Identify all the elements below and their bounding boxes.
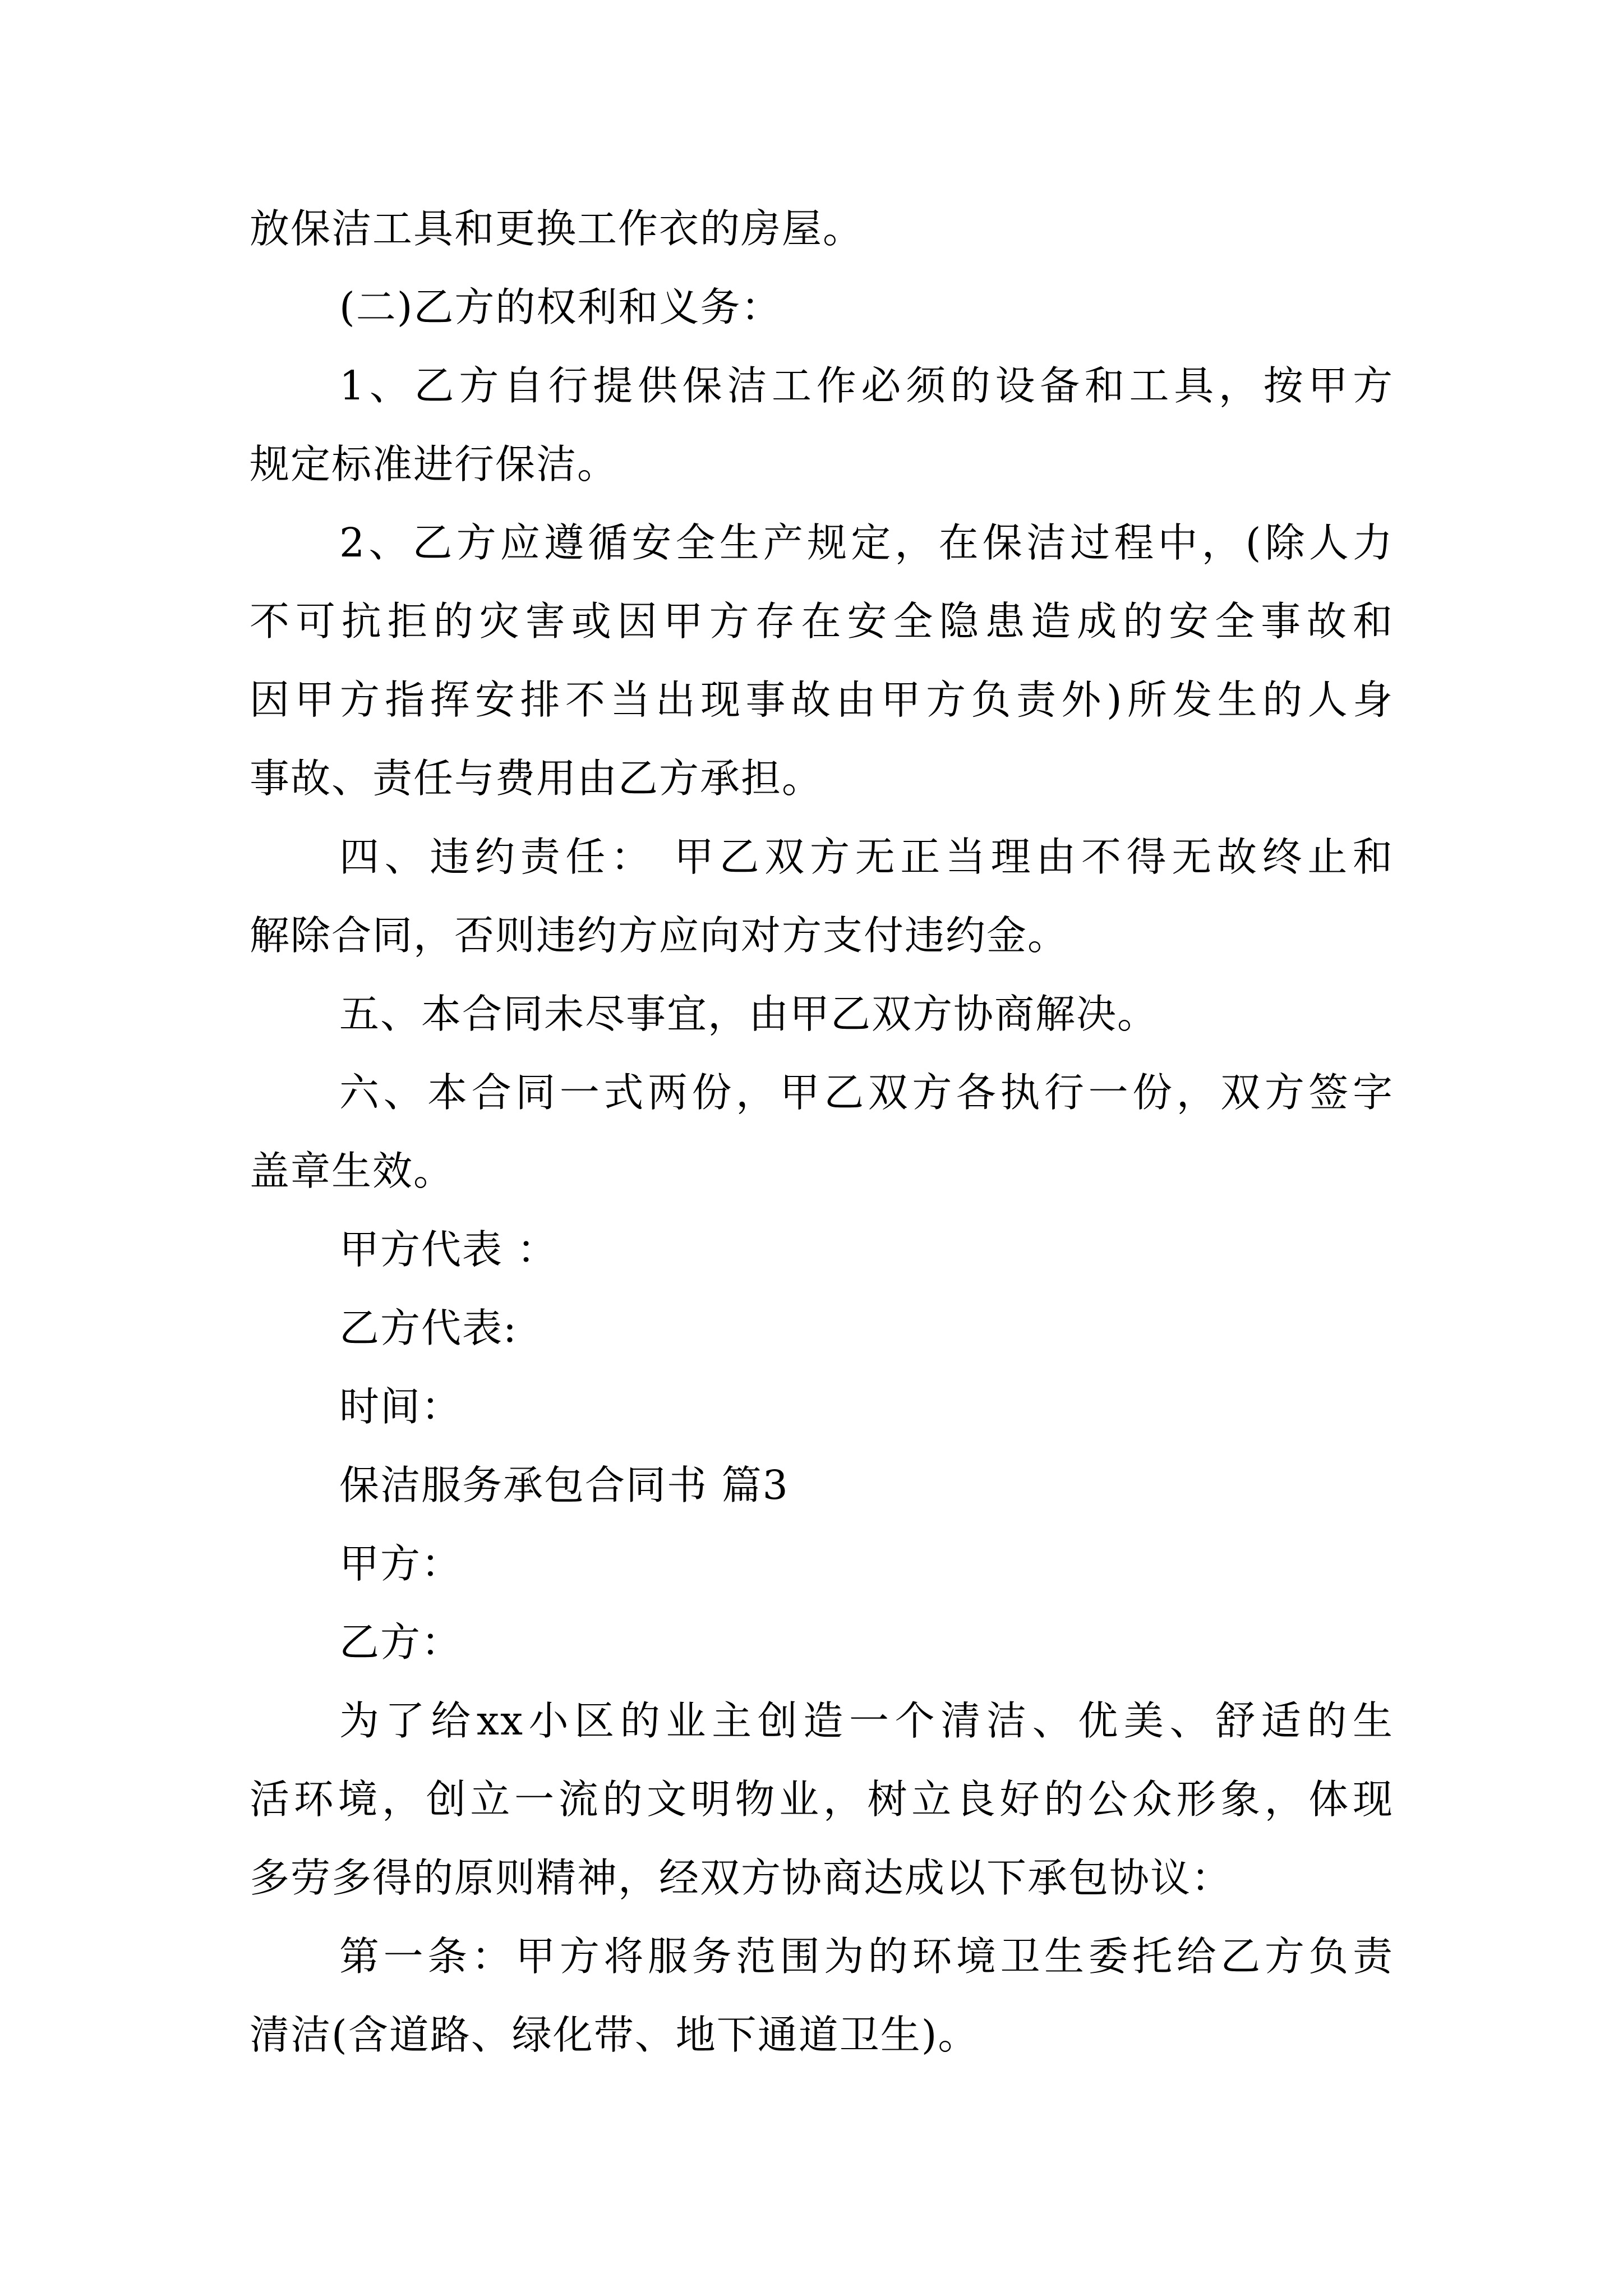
breach-liability-clause: 四、违约责任： 甲乙双方无正当理由不得无故终止和	[339, 834, 1394, 880]
party-b-representative: 乙方代表:	[339, 1305, 518, 1351]
text-line-10: 解除合同，否则违约方应向对方支付违约金。	[250, 912, 1069, 959]
preamble-line-2: 活环境，创立一流的文明物业，树立良好的公众形象，体现	[250, 1776, 1394, 1823]
contract-title-part-3: 保洁服务承包合同书 篇3	[339, 1462, 789, 1508]
signing-date: 时间：	[339, 1383, 463, 1430]
text-line-6: 不可抗拒的灾害或因甲方存在安全隐患造成的安全事故和	[250, 598, 1394, 645]
unresolved-matters-clause: 五、本合同未尽事宜，由甲乙双方协商解决。	[339, 991, 1159, 1037]
text-line-8: 事故、责任与费用由乙方承担。	[250, 755, 823, 802]
preamble-line-3: 多劳多得的原则精神，经双方协商达成以下承包协议：	[250, 1855, 1233, 1901]
text-line-4: 规定标准进行保洁。	[250, 441, 619, 487]
text-line-3: 1、乙方自行提供保洁工作必须的设备和工具，按甲方	[339, 362, 1394, 409]
text-line-5: 2、乙方应遵循安全生产规定，在保洁过程中，(除人力	[339, 519, 1394, 566]
party-a-label: 甲方：	[339, 1540, 463, 1587]
copies-clause: 六、本合同一式两份，甲乙双方各执行一份，双方签字	[339, 1069, 1394, 1116]
text-line-7: 因甲方指挥安排不当出现事故由甲方负责外)所发生的人身	[250, 677, 1394, 723]
party-a-representative: 甲方代表 ：	[339, 1226, 558, 1273]
text-line-13: 盖章生效。	[250, 1148, 455, 1194]
document-body	[250, 190, 1394, 2074]
party-b-label: 乙方：	[339, 1619, 463, 1665]
preamble-line-1: 为了给xx小区的业主创造一个清洁、优美、舒适的生	[339, 1697, 1394, 1744]
text-line-1: 放保洁工具和更换工作衣的房屋。	[250, 205, 864, 252]
section-heading-party-b-rights: (二)乙方的权利和义务：	[339, 284, 782, 330]
article-one-line-2: 清洁(含道路、绿化带、地下通道卫生)。	[250, 2012, 979, 2058]
article-one-line-1: 第一条：甲方将服务范围为的环境卫生委托给乙方负责	[339, 1933, 1394, 1980]
